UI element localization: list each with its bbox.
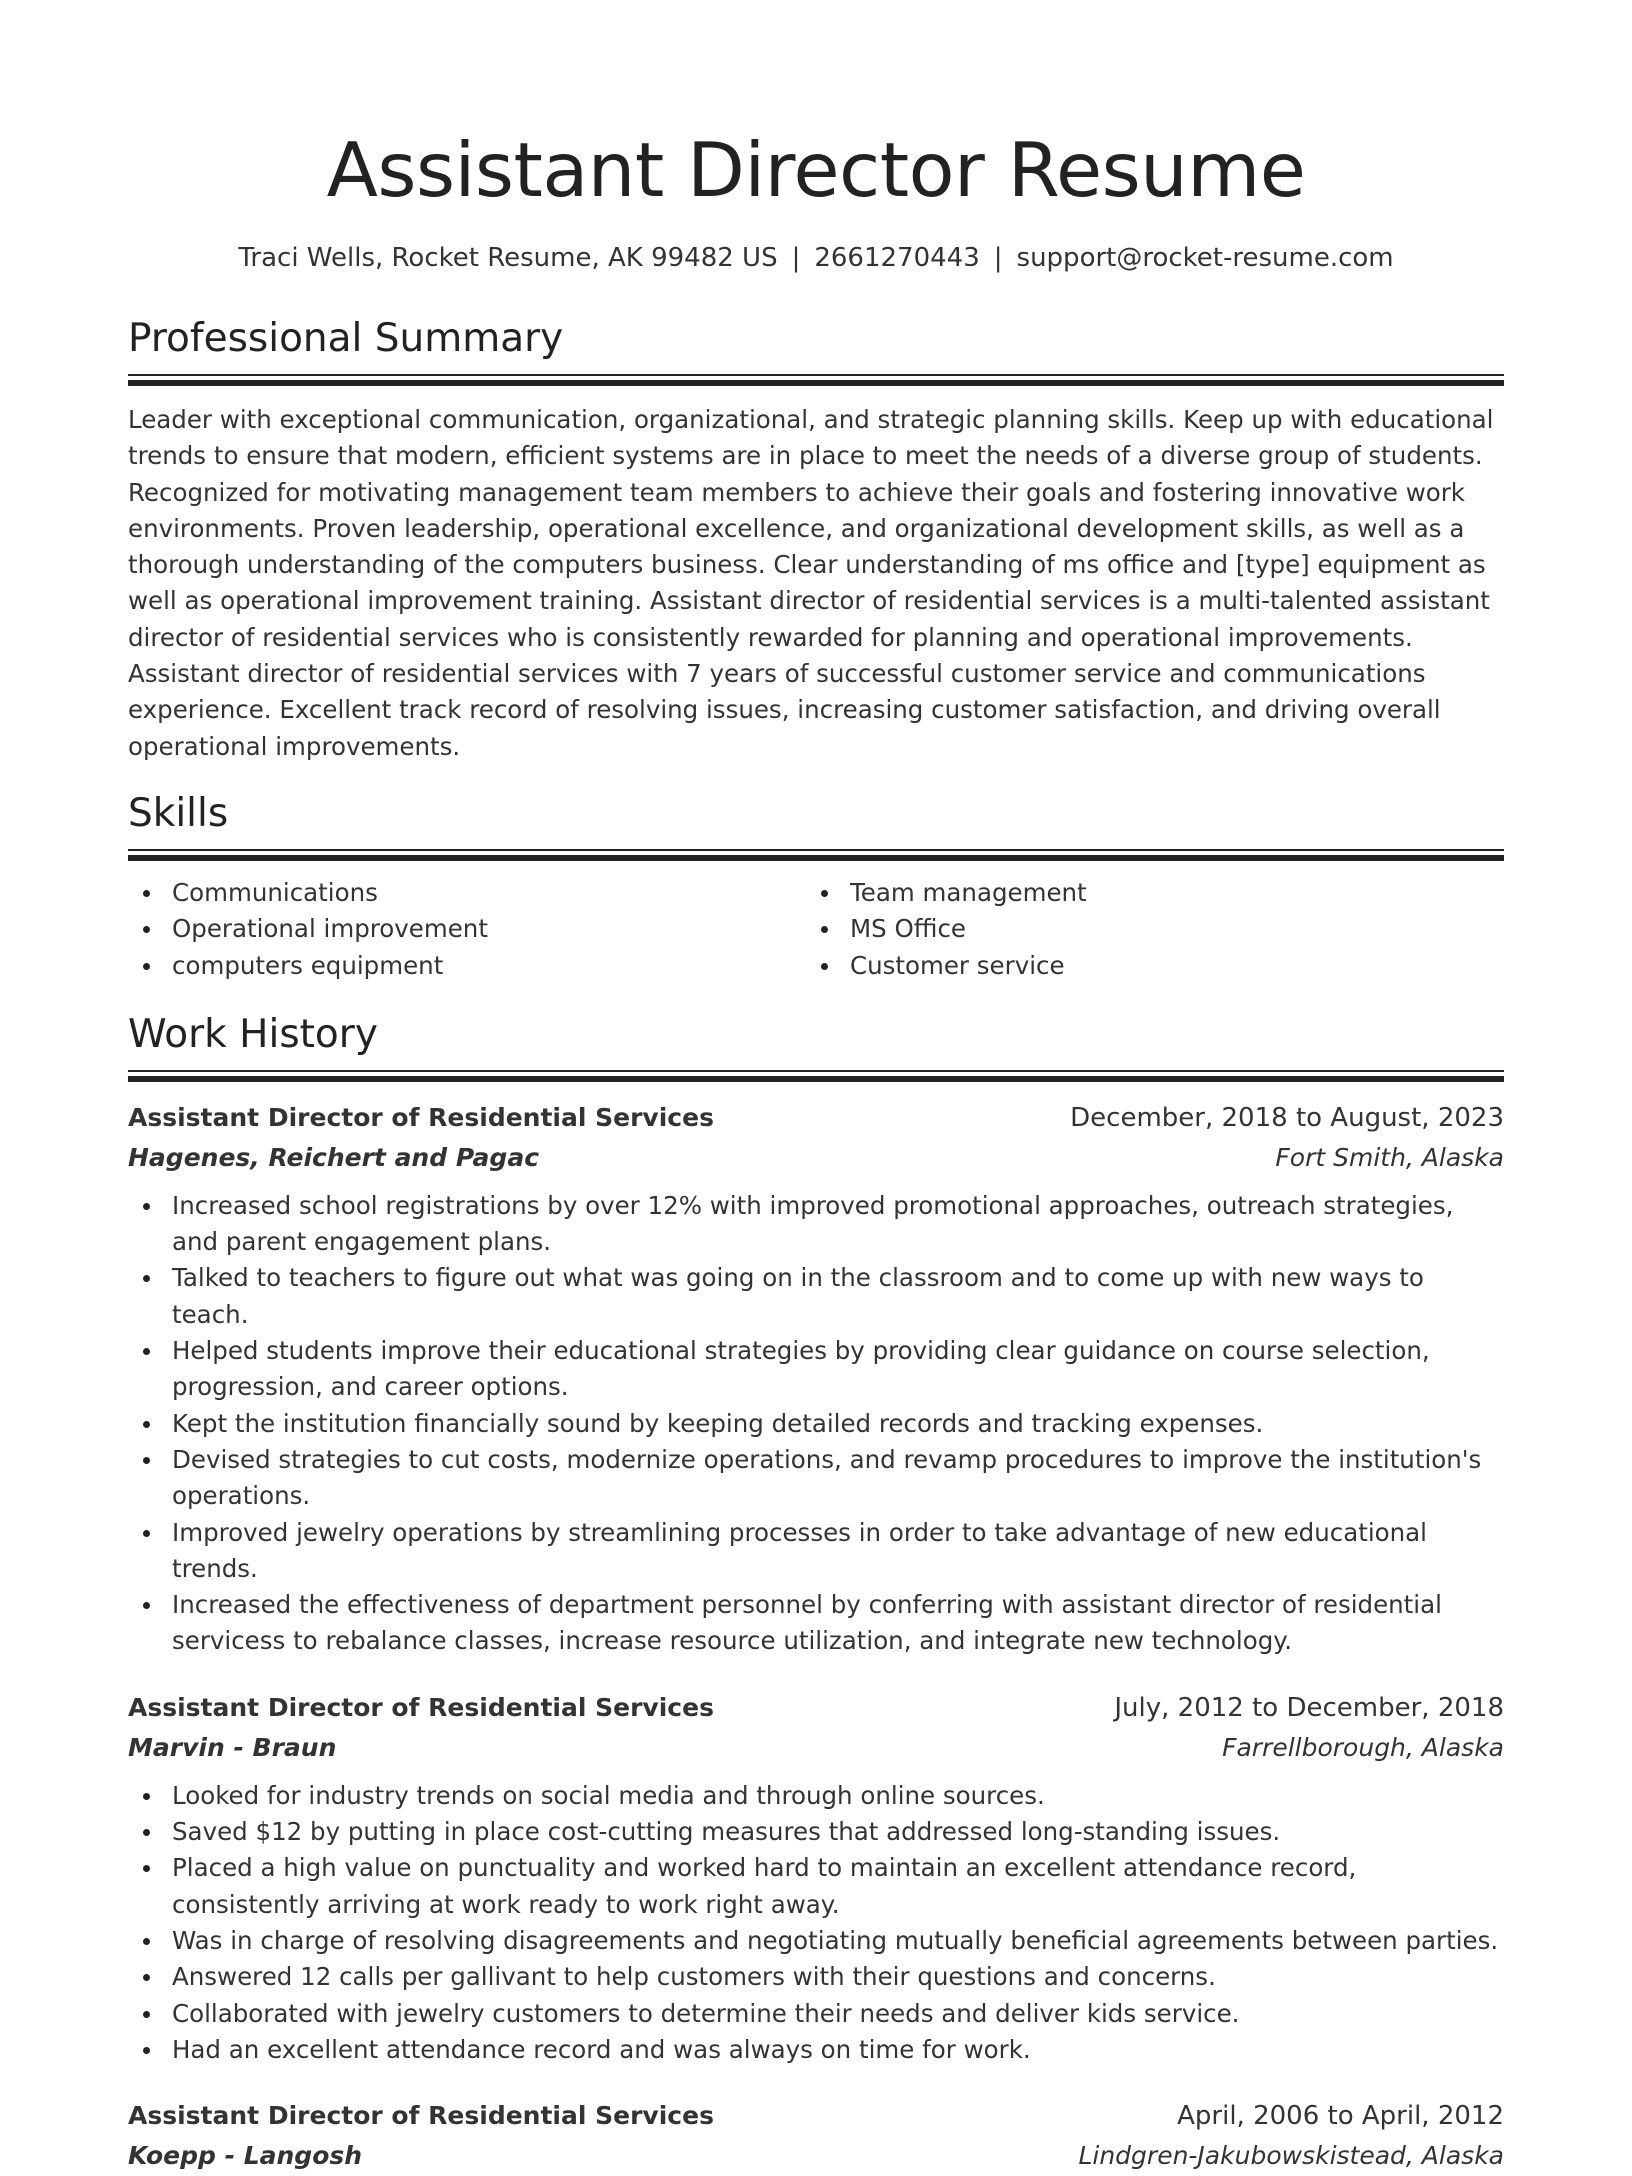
section-heading-work-history: Work History [128, 1011, 378, 1057]
skill-item: Customer service [806, 948, 1484, 984]
summary-section [128, 314, 1504, 765]
job-entry [128, 2096, 1504, 2176]
job-bullet: Kept the institution financially sound by keeping detailed records and tracking expenses. [128, 1406, 1504, 1442]
job-bullet: Increased the effectiveness of department personnel by conferring with assistant director of residential servicess to rebalance classes, increase resource utilization, and integrate new technology. [128, 1587, 1504, 1660]
contact-separator: | [993, 243, 1003, 273]
job-bullet: Helped students improve their educational strategies by providing clear guidance on course selection, progression, and career options. [128, 1333, 1504, 1406]
resume-content [128, 0, 1504, 2176]
section-divider [128, 1070, 1504, 1072]
job-bullet-list [128, 1778, 1504, 2068]
job-bullet: Was in charge of resolving disagreements and negotiating mutually beneficial agreements between parties. [128, 1923, 1504, 1959]
job-dates: April, 2006 to April, 2012 [1177, 2101, 1504, 2132]
skill-item: Communications [128, 875, 806, 911]
job-bullet: Answered 12 calls per gallivant to help customers with their questions and concerns. [128, 1959, 1504, 1995]
contact-separator: | [791, 243, 801, 273]
resume-title: Assistant Director Resume [326, 126, 1306, 214]
section-divider [128, 380, 1504, 386]
job-dates: July, 2012 to December, 2018 [1114, 1692, 1504, 1723]
skills-list-right [806, 875, 1484, 984]
skill-item: Operational improvement [128, 911, 806, 947]
job-company: Hagenes, Reichert and Pagac [128, 1142, 540, 1172]
job-company: Koepp - Langosh [128, 2141, 363, 2171]
job-header-row [128, 2096, 1504, 2136]
job-location: Farrellborough, Alaska [1222, 1732, 1504, 1762]
job-header-row [128, 1098, 1504, 1138]
job-entry [128, 1098, 1504, 1660]
job-company-row [128, 1728, 1504, 1768]
section-heading-skills: Skills [128, 790, 229, 836]
job-bullet: Devised strategies to cut costs, modernize operations, and revamp procedures to improve the institution's operations. [128, 1442, 1504, 1515]
job-bullet: Placed a high value on punctuality and worked hard to maintain an excellent attendance record, consistently arriving at work ready to work right away. [128, 1850, 1504, 1923]
job-title: Assistant Director of Residential Services [128, 1102, 714, 1132]
job-header-row [128, 1688, 1504, 1728]
job-bullet: Saved $12 by putting in place cost-cutting measures that addressed long-standing issues. [128, 1814, 1504, 1850]
job-bullet: Talked to teachers to figure out what was going on in the classroom and to come up with new ways to teach. [128, 1260, 1504, 1333]
skills-columns [128, 875, 1504, 984]
section-divider [128, 849, 1504, 851]
job-location: Lindgren-Jakubowskistead, Alaska [1078, 2141, 1504, 2171]
skill-item: computers equipment [128, 948, 806, 984]
section-divider [128, 374, 1504, 376]
job-company: Marvin - Braun [128, 1732, 337, 1762]
contact-address: Traci Wells, Rocket Resume, AK 99482 US [238, 243, 778, 273]
job-bullet: Collaborated with jewelry customers to determine their needs and deliver kids service. [128, 1996, 1504, 2032]
section-heading-summary: Professional Summary [128, 316, 564, 361]
job-title: Assistant Director of Residential Services [128, 1692, 714, 1722]
job-bullet: Improved jewelry operations by streamlining processes in order to take advantage of new educational trends. [128, 1515, 1504, 1588]
job-bullet-list [128, 1188, 1504, 1660]
job-location: Fort Smith, Alaska [1275, 1142, 1504, 1172]
job-dates: December, 2018 to August, 2023 [1070, 1102, 1504, 1133]
job-bullet: Looked for industry trends on social media and through online sources. [128, 1778, 1504, 1814]
job-entry [128, 1688, 1504, 2068]
contact-email: support@rocket-resume.com [1016, 243, 1394, 273]
skills-section [128, 789, 1504, 984]
contact-line [128, 240, 1504, 276]
job-bullet: Had an excellent attendance record and was always on time for work. [128, 2032, 1504, 2068]
contact-phone: 2661270443 [814, 243, 980, 273]
job-bullet: Increased school registrations by over 12% with improved promotional approaches, outreach strategies, and parent engagement plans. [128, 1188, 1504, 1261]
work-history-section [128, 1010, 1504, 2176]
section-divider [128, 1076, 1504, 1082]
skill-item: MS Office [806, 911, 1484, 947]
summary-text: Leader with exceptional communication, organizational, and strategic planning skills. Keep up with educational trends to ensure that modern, efficient systems are in place to meet the needs of a diverse group of students. Recognized for motivating management team members to achieve their goals and fostering innovative work environments. Proven leadership, operational excellence, and organizational development skills, as well as a thorough understanding of the computers business. Clear understanding of ms office and [type] equipment as well as operational improvement training. Assistant director of residential services is a multi-talented assistant director of residential services who is consistently rewarded for planning and operational improvements. Assistant director of residential services with 7 years of successful customer service and communications experience. Excellent track record of resolving issues, increasing customer satisfaction, and driving overall operational improvements. [128, 405, 1494, 761]
job-company-row [128, 1138, 1504, 1178]
section-divider [128, 855, 1504, 861]
job-company-row [128, 2136, 1504, 2176]
skill-item: Team management [806, 875, 1484, 911]
skills-list-left [128, 875, 806, 984]
job-title: Assistant Director of Residential Services [128, 2101, 714, 2131]
